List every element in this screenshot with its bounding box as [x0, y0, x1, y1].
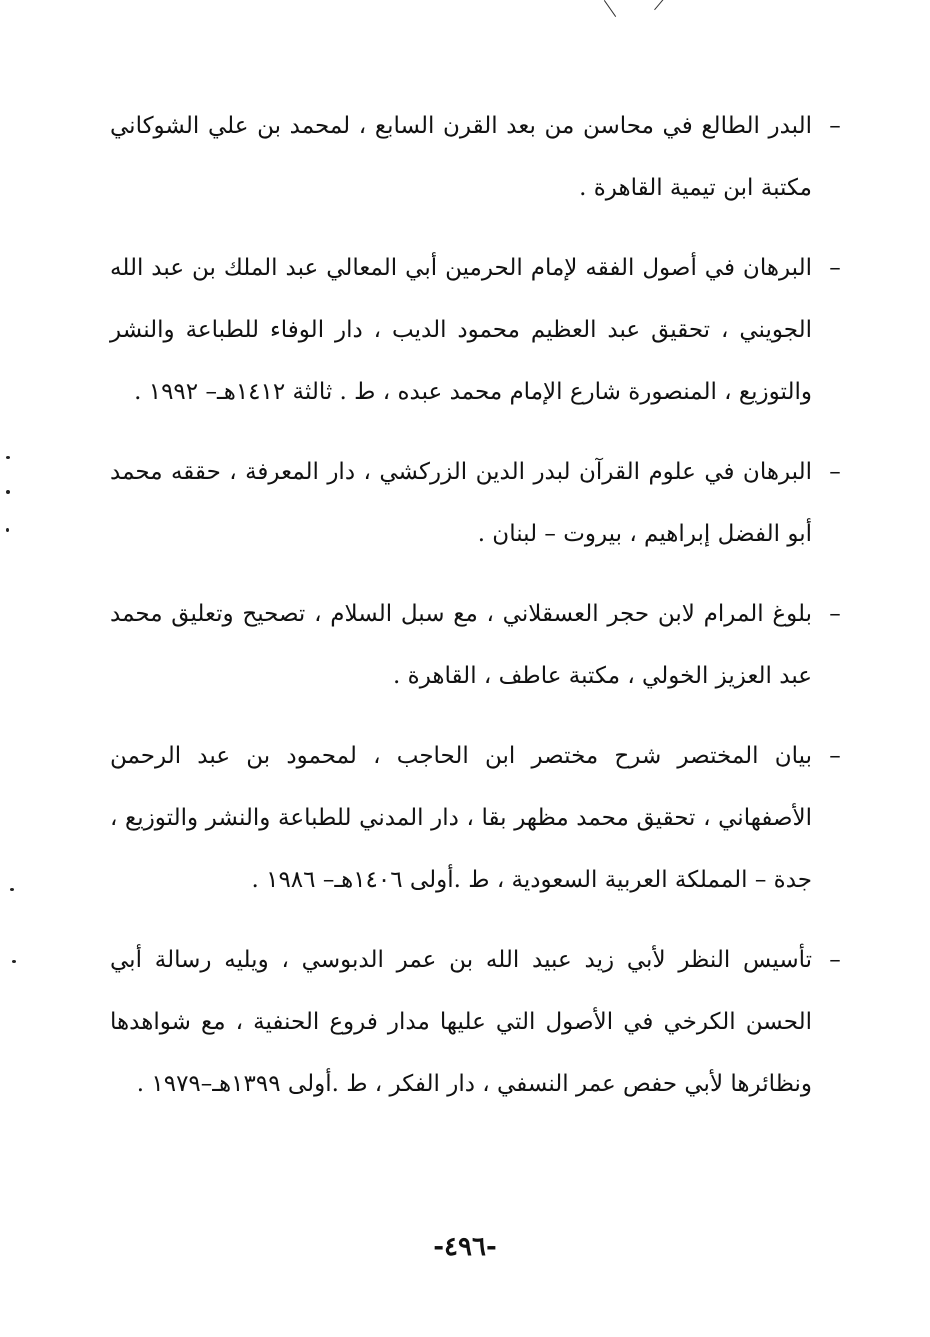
entry-text: تأسيس النظر لأبي زيد عبيد الله بن عمر الدبوسي ، ويليه رسالة أبي الحسن الكرخي في الأصول التي عليها مدار فروع الحنفية ، مع شواهدها ونظائرها لأبي حفص عمر النسفي ، دار الفكر ، ط .أولى ١٣٩٩هـ–١٩٧٩ . [110, 947, 812, 1097]
entry-dash: – [829, 113, 841, 139]
entry-dash: – [829, 601, 841, 627]
scan-artifact-dot [6, 528, 9, 532]
entry-text: البرهان في علوم القرآن لبدر الدين الزركشي ، دار المعرفة ، حققه محمد أبو الفضل إبراهيم ، بيروت – لبنان . [110, 459, 812, 547]
bibliography-list [110, 95, 850, 1133]
entry-dash: – [829, 947, 841, 973]
bibliography-entry [110, 583, 850, 707]
scan-artifact-dot [12, 960, 16, 963]
entry-text: البدر الطالع في محاسن من بعد القرن السابع ، لمحمد بن علي الشوكاني مكتبة ابن تيمية القاهرة . [110, 113, 812, 201]
scan-artifact-dot [10, 888, 14, 891]
scan-artifact-line [604, 0, 616, 17]
page-number: -٤٩٦- [433, 1232, 497, 1262]
entry-text: بلوغ المرام لابن حجر العسقلاني ، مع سبل السلام ، تصحيح وتعليق محمد عبد العزيز الخولي ، مكتبة عاطف ، القاهرة . [110, 601, 812, 689]
scan-artifact-line [654, 0, 664, 10]
scan-artifact-dot [6, 456, 10, 459]
bibliography-entry [110, 95, 850, 219]
entry-text: بيان المختصر شرح مختصر ابن الحاجب ، لمحمود بن عبد الرحمن الأصفهاني ، تحقيق محمد مظهر بقا ، دار المدني للطباعة والنشر والتوزيع ، جدة – المملكة العربية السعودية ، ط .أولى ١٤٠٦هـ– ١٩٨٦ . [110, 743, 812, 893]
entry-dash: – [829, 743, 841, 769]
bibliography-entry [110, 237, 850, 423]
entry-text: البرهان في أصول الفقه لإمام الحرمين أبي المعالي عبد الملك بن عبد الله الجويني ، تحقيق عبد العظيم محمود الديب ، دار الوفاء للطباعة والنشر والتوزيع ، المنصورة شارع الإمام محمد عبده ، ط . ثالثة ١٤١٢هـ– ١٩٩٢ . [110, 255, 812, 405]
bibliography-entry [110, 725, 850, 911]
entry-dash: – [829, 459, 841, 485]
entry-dash: – [829, 255, 841, 281]
scan-artifact-dot [6, 490, 10, 494]
bibliography-entry [110, 929, 850, 1115]
bibliography-entry [110, 441, 850, 565]
